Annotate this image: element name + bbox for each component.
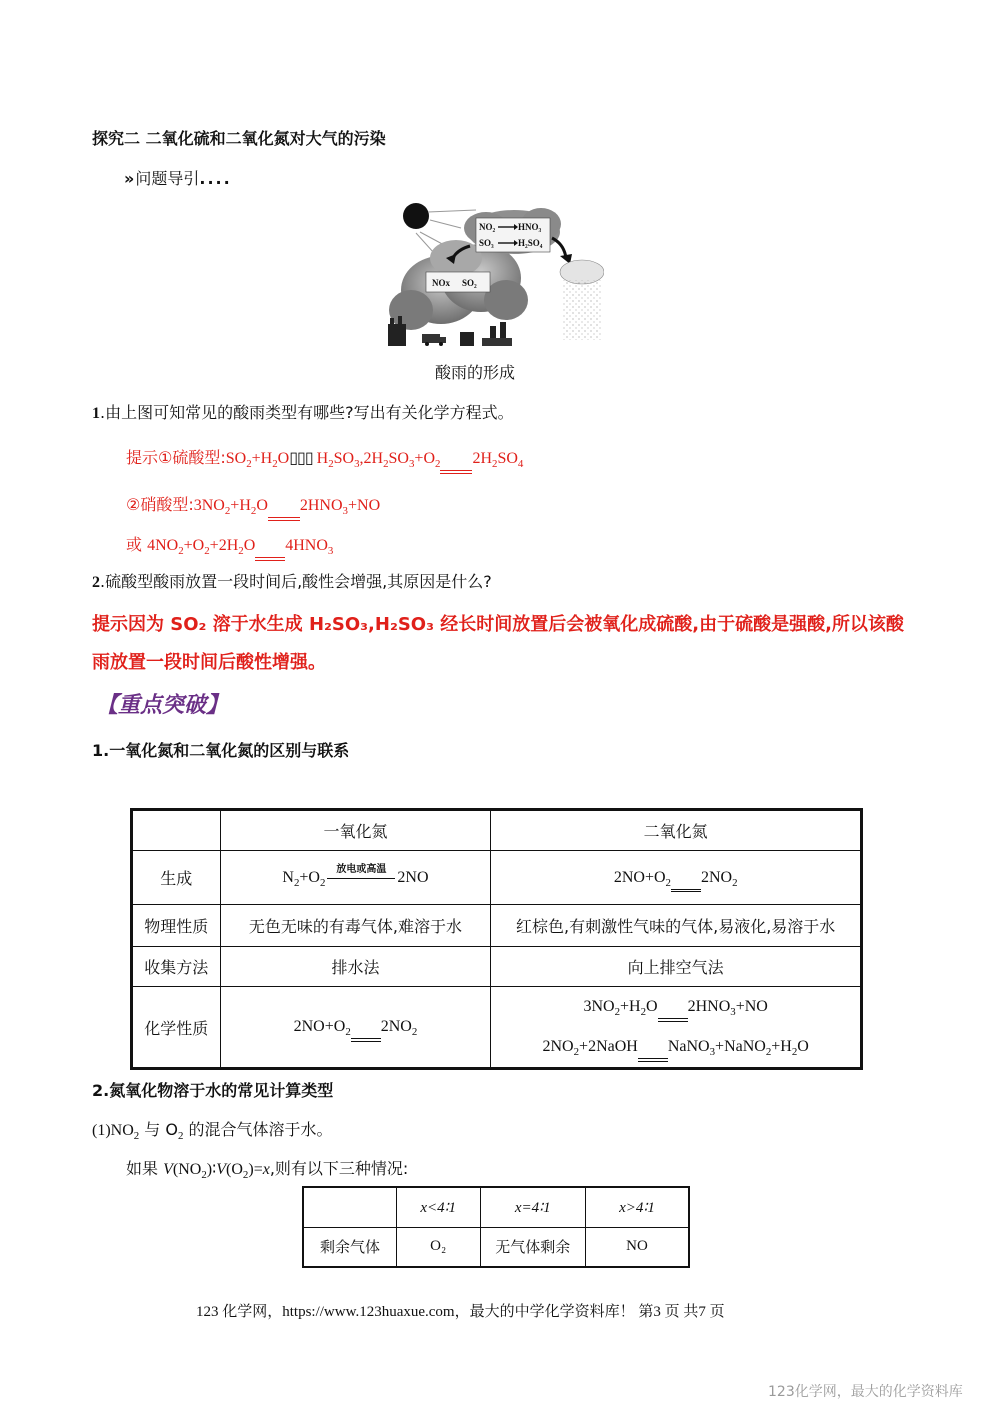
header-no2: 二氧化氮 (491, 810, 862, 851)
hint-acidity-reason: 提示因为 SO₂ 溶于水生成 H₂SO₃,H₂SO₃ 经长时间放置后会被氧化成硫酸,由于硫酸是强酸,所以该酸雨放置一段时间后酸性增强。 (92, 614, 904, 673)
row-label-remaining-gas: 剩余气体 (303, 1227, 396, 1267)
focus-heading: 【重点突破】 (96, 693, 229, 718)
row-label-chemical: 化学性质 (132, 987, 221, 1069)
watermark: 123化学网，最大的化学资料库 (768, 1384, 963, 1400)
question-2-text: .硫酸型酸雨放置一段时间后,酸性会增强,其原因是什么? (100, 572, 492, 591)
question-1-number: 1 (92, 405, 100, 422)
reaction-2-right: H₂SO₄ (518, 238, 543, 248)
ratio-part: )= (248, 1161, 263, 1178)
equation-so2-h2o: $SO_2+H_2O$ (225, 450, 290, 470)
ratio-part: V (216, 1161, 227, 1178)
acid-rain-figure (386, 198, 604, 348)
ratio-part: ,则有以下三种情况: (269, 1159, 409, 1178)
pollutant-so2: SO₂ (462, 278, 477, 288)
table-row (132, 947, 862, 987)
reaction-1-left: NO₂ (479, 222, 496, 232)
chevron-icon: » (124, 169, 132, 188)
table-row (132, 905, 862, 947)
rain-cloud (560, 260, 604, 340)
table-corner-cell (132, 810, 221, 851)
reaction-condition-arrow (327, 863, 395, 884)
page-footer: 123 化学网，https://www.123huaxue.com，最大的中学化学资料库！ 第3 页 共7 页 (196, 1304, 725, 1320)
hint-sulfuric (126, 445, 523, 468)
question-guide (124, 166, 232, 189)
chemical-no2: $3NO_2+H_2O$ $2HNO_3+NO$ $2NO_2+2NaOH$ $NaNO_3+NaNO_2+H_2O$ (491, 987, 862, 1069)
question-1 (92, 400, 514, 423)
case-1-part: 的混合气体溶于水。 (183, 1120, 333, 1139)
subheading-2: 2.氮氧化物溶于水的常见计算类型 (92, 1081, 334, 1100)
remaining-o2: O₂ (396, 1227, 480, 1267)
hint-nitric-alt (126, 532, 333, 555)
physical-no2: 红棕色,有刺激性气味的气体,易液化,易溶于水 (491, 905, 862, 947)
hint-sulfuric-prefix: 提示①硫酸型: (126, 448, 226, 467)
hint-nitric (126, 492, 380, 515)
pollutant-nox: NOx (432, 278, 450, 288)
generation-no2: $2NO+O_2$ $2NO_2$ (491, 851, 862, 905)
question-2 (92, 569, 492, 592)
generation-no: $N_2+O_2$ 放电或高温 2NO (220, 851, 491, 905)
hint-alt-prefix: 或 (126, 535, 143, 554)
ratio-part: )∶ (206, 1161, 217, 1178)
table2-corner-cell (303, 1187, 396, 1227)
equation-no2-h2o: $3NO_2+H_2O$ $2HNO_3+NO$ (193, 497, 381, 517)
table-row (132, 810, 862, 851)
case-1-part: (1)NO (92, 1122, 134, 1139)
collection-no: 排水法 (220, 947, 491, 987)
reaction-2-left: SO₃ (479, 238, 494, 248)
row-label-physical: 物理性质 (132, 905, 221, 947)
header-no: 一氧化氮 (220, 810, 491, 851)
collection-no2: 向上排空气法 (491, 947, 862, 987)
physical-no: 无色无味的有毒气体,难溶于水 (220, 905, 491, 947)
equation-no2-o2-h2o: $4NO_2+O_2+2H_2O$ $4HNO_3$ (147, 537, 334, 557)
remaining-gas-table (302, 1186, 690, 1268)
question-1-text: .由上图可知常见的酸雨类型有哪些?写出有关化学方程式。 (100, 403, 514, 422)
ratio-part: (O (226, 1161, 243, 1178)
remaining-no: NO (585, 1227, 689, 1267)
table-row (303, 1227, 689, 1267)
case-x-equal: x=4∶1 (480, 1187, 585, 1227)
remaining-none: 无气体剩余 (480, 1227, 585, 1267)
figure-caption: 酸雨的形成 (434, 363, 515, 382)
ratio-part: 如果 (126, 1159, 164, 1178)
table-row (132, 987, 862, 1069)
reaction-1-right: HNO₃ (518, 222, 542, 232)
equation-h2so3: $H_2SO_3,2H_2SO_3+O_2$ $2H_2SO_4$ (312, 450, 524, 470)
case-x-less: x<4∶1 (396, 1187, 480, 1227)
comparison-table (130, 808, 863, 1070)
hint-nitric-prefix: ②硝酸型: (126, 495, 194, 514)
guide-label: 问题导引 (135, 169, 200, 188)
table-row (132, 851, 862, 905)
ratio-condition: 如果 $V(NO_2)∶V(O_2)=x$,则有以下三种情况: (126, 1159, 409, 1181)
section-title: 探究二 二氧化硫和二氧化氮对大气的污染 (92, 129, 386, 148)
ratio-part: (NO (172, 1161, 202, 1178)
row-label-collection: 收集方法 (132, 947, 221, 987)
reversible-glyph: ▯▯▯ (289, 448, 313, 467)
ratio-part: V (163, 1161, 173, 1178)
case-1-part: 与 O (139, 1120, 178, 1139)
case-1-text: $(1)NO_2$ 与 $O_2$ 的混合气体溶于水。 (92, 1120, 333, 1142)
subheading-1: 1.一氧化氮和二氧化氮的区别与联系 (92, 741, 350, 760)
table-row (303, 1187, 689, 1227)
question-2-number: 2 (92, 574, 100, 591)
case-x-greater: x>4∶1 (585, 1187, 689, 1227)
guide-dots: .... (199, 169, 232, 188)
row-label-generation: 生成 (132, 851, 221, 905)
ratio-part: x (262, 1161, 270, 1178)
power-plant-icon (460, 322, 512, 346)
truck-icon (422, 334, 446, 346)
reaction-condition: 放电或高温 (336, 863, 387, 875)
chemical-no: $2NO+O_2$ $2NO_2$ (220, 987, 491, 1069)
